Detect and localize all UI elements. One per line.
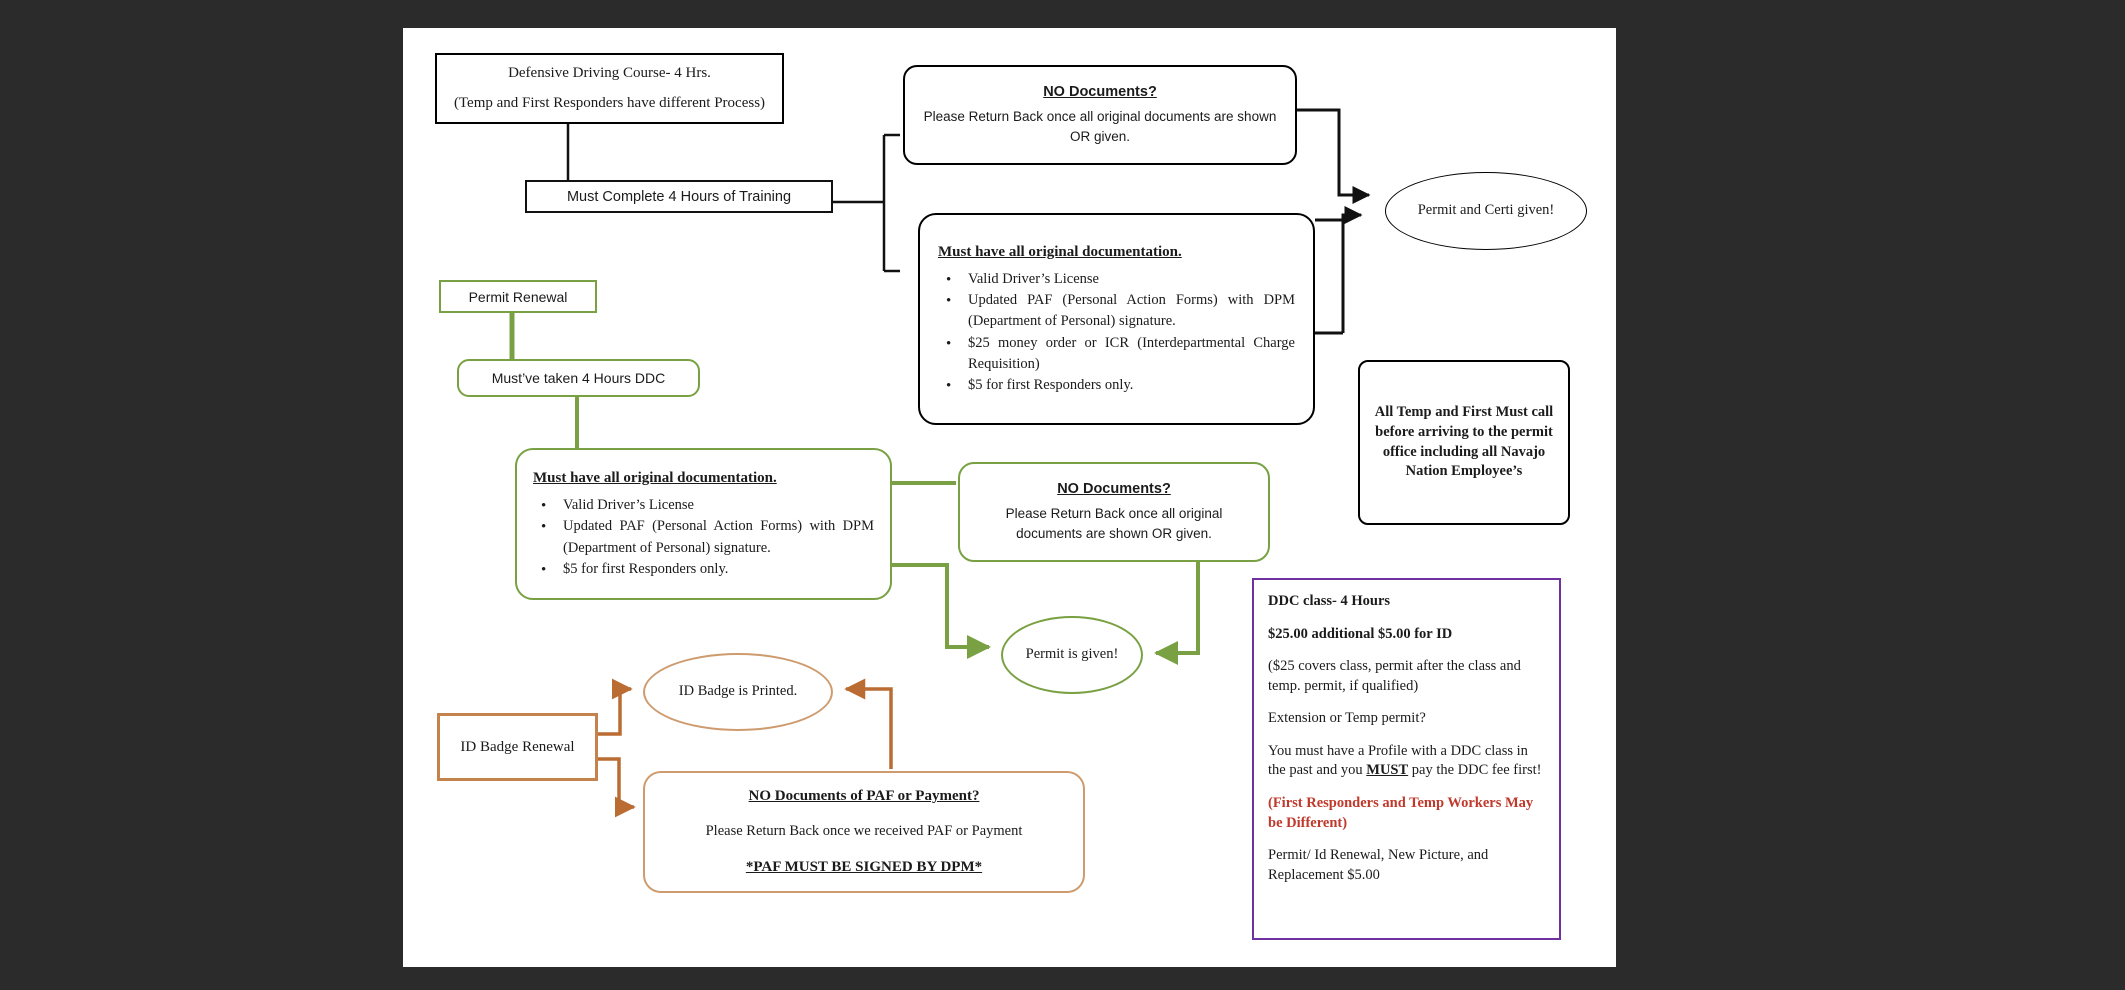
node-id-badge-renewal <box>437 713 598 781</box>
ddc-info-renewal-fee: Permit/ Id Renewal, New Picture, and Replacement $5.00 <box>1268 847 1489 883</box>
course-title: Defensive Driving Course- 4 Hrs. <box>508 65 711 82</box>
id-badge-renewal-label: ID Badge Renewal <box>460 738 575 755</box>
paf-payment-body: Please Return Back once we received PAF or Payment <box>705 823 1023 840</box>
node-original-documentation-black <box>918 213 1315 425</box>
node-id-badge-printed <box>643 653 833 731</box>
permit-given-label: Permit is given! <box>1025 646 1119 663</box>
node-all-temp-note <box>1358 360 1570 525</box>
documentation-title: Must have all original documentation. <box>533 469 777 486</box>
node-mustve-taken-ddc <box>457 359 700 397</box>
list-item: • $5 for first Responders only. <box>539 559 874 580</box>
list-item: • $25 money order or ICR (Interdepartmental Charge Requisition) <box>944 333 1295 376</box>
node-no-documents-green <box>958 462 1270 562</box>
node-ddc-class-info <box>1252 578 1561 940</box>
all-temp-note-text: All Temp and First Must call before arriving to the permit office including all Navajo Nation Employee’s <box>1374 404 1554 480</box>
course-subtitle: (Temp and First Responders have different Process) <box>453 94 766 111</box>
list-item: • Updated PAF (Personal Action Forms) with DPM (Department of Personal) signature. <box>539 516 874 559</box>
node-original-documentation-green <box>515 448 892 600</box>
node-no-documents-top <box>903 65 1297 165</box>
no-documents-top-body: Please Return Back once all original documents are shown OR given. <box>923 108 1277 144</box>
ddc-info-responders-note: (First Responders and Temp Workers May be Different) <box>1268 794 1534 831</box>
must-complete-label: Must Complete 4 Hours of Training <box>566 188 792 205</box>
paf-signed-note: *PAF MUST BE SIGNED BY DPM* <box>745 858 983 875</box>
ddc-info-profile <box>1268 742 1545 781</box>
no-documents-green-body: Please Return Back once all original documents are shown OR given. <box>1005 505 1223 541</box>
profile-text-must: MUST <box>1366 762 1409 779</box>
ddc-info-coverage: ($25 covers class, permit after the class and temp. permit, if qualified) <box>1268 658 1521 694</box>
node-no-documents-paf-payment <box>643 771 1085 893</box>
list-item: • Valid Driver’s License <box>539 495 874 516</box>
documentation-list <box>533 495 874 580</box>
ddc-info-heading: DDC class- 4 Hours <box>1268 593 1391 609</box>
node-permit-renewal <box>439 280 597 313</box>
id-badge-printed-label: ID Badge is Printed. <box>678 683 798 700</box>
permit-renewal-label: Permit Renewal <box>468 288 568 305</box>
node-permit-is-given <box>1001 616 1143 694</box>
paf-payment-title: NO Documents of PAF or Payment? <box>748 788 980 805</box>
flowchart-page <box>403 28 1616 967</box>
ddc-info-extension: Extension or Temp permit? <box>1268 710 1426 727</box>
list-item: • $5 for first Responders only. <box>944 375 1295 396</box>
mustve-taken-label: Must’ve taken 4 Hours DDC <box>491 370 666 386</box>
ddc-info-price: $25.00 additional $5.00 for ID <box>1268 625 1453 642</box>
node-defensive-driving-course <box>435 53 784 124</box>
documentation-title: Must have all original documentation. <box>938 243 1182 260</box>
profile-text-pre: You must have a Profile with a DDC class in the past and you <box>1268 742 1528 779</box>
no-documents-green-title: NO Documents? <box>1057 480 1171 497</box>
permit-certi-label: Permit and Certi given! <box>1417 202 1555 219</box>
node-permit-and-certi-given <box>1385 172 1587 250</box>
list-item: • Updated PAF (Personal Action Forms) with DPM (Department of Personal) signature. <box>944 290 1295 333</box>
documentation-list <box>938 269 1295 397</box>
no-documents-top-title: NO Documents? <box>1043 83 1157 100</box>
list-item: • Valid Driver’s License <box>944 269 1295 290</box>
profile-text-post: pay the DDC fee first! <box>1408 762 1542 779</box>
node-must-complete-training <box>525 180 833 213</box>
